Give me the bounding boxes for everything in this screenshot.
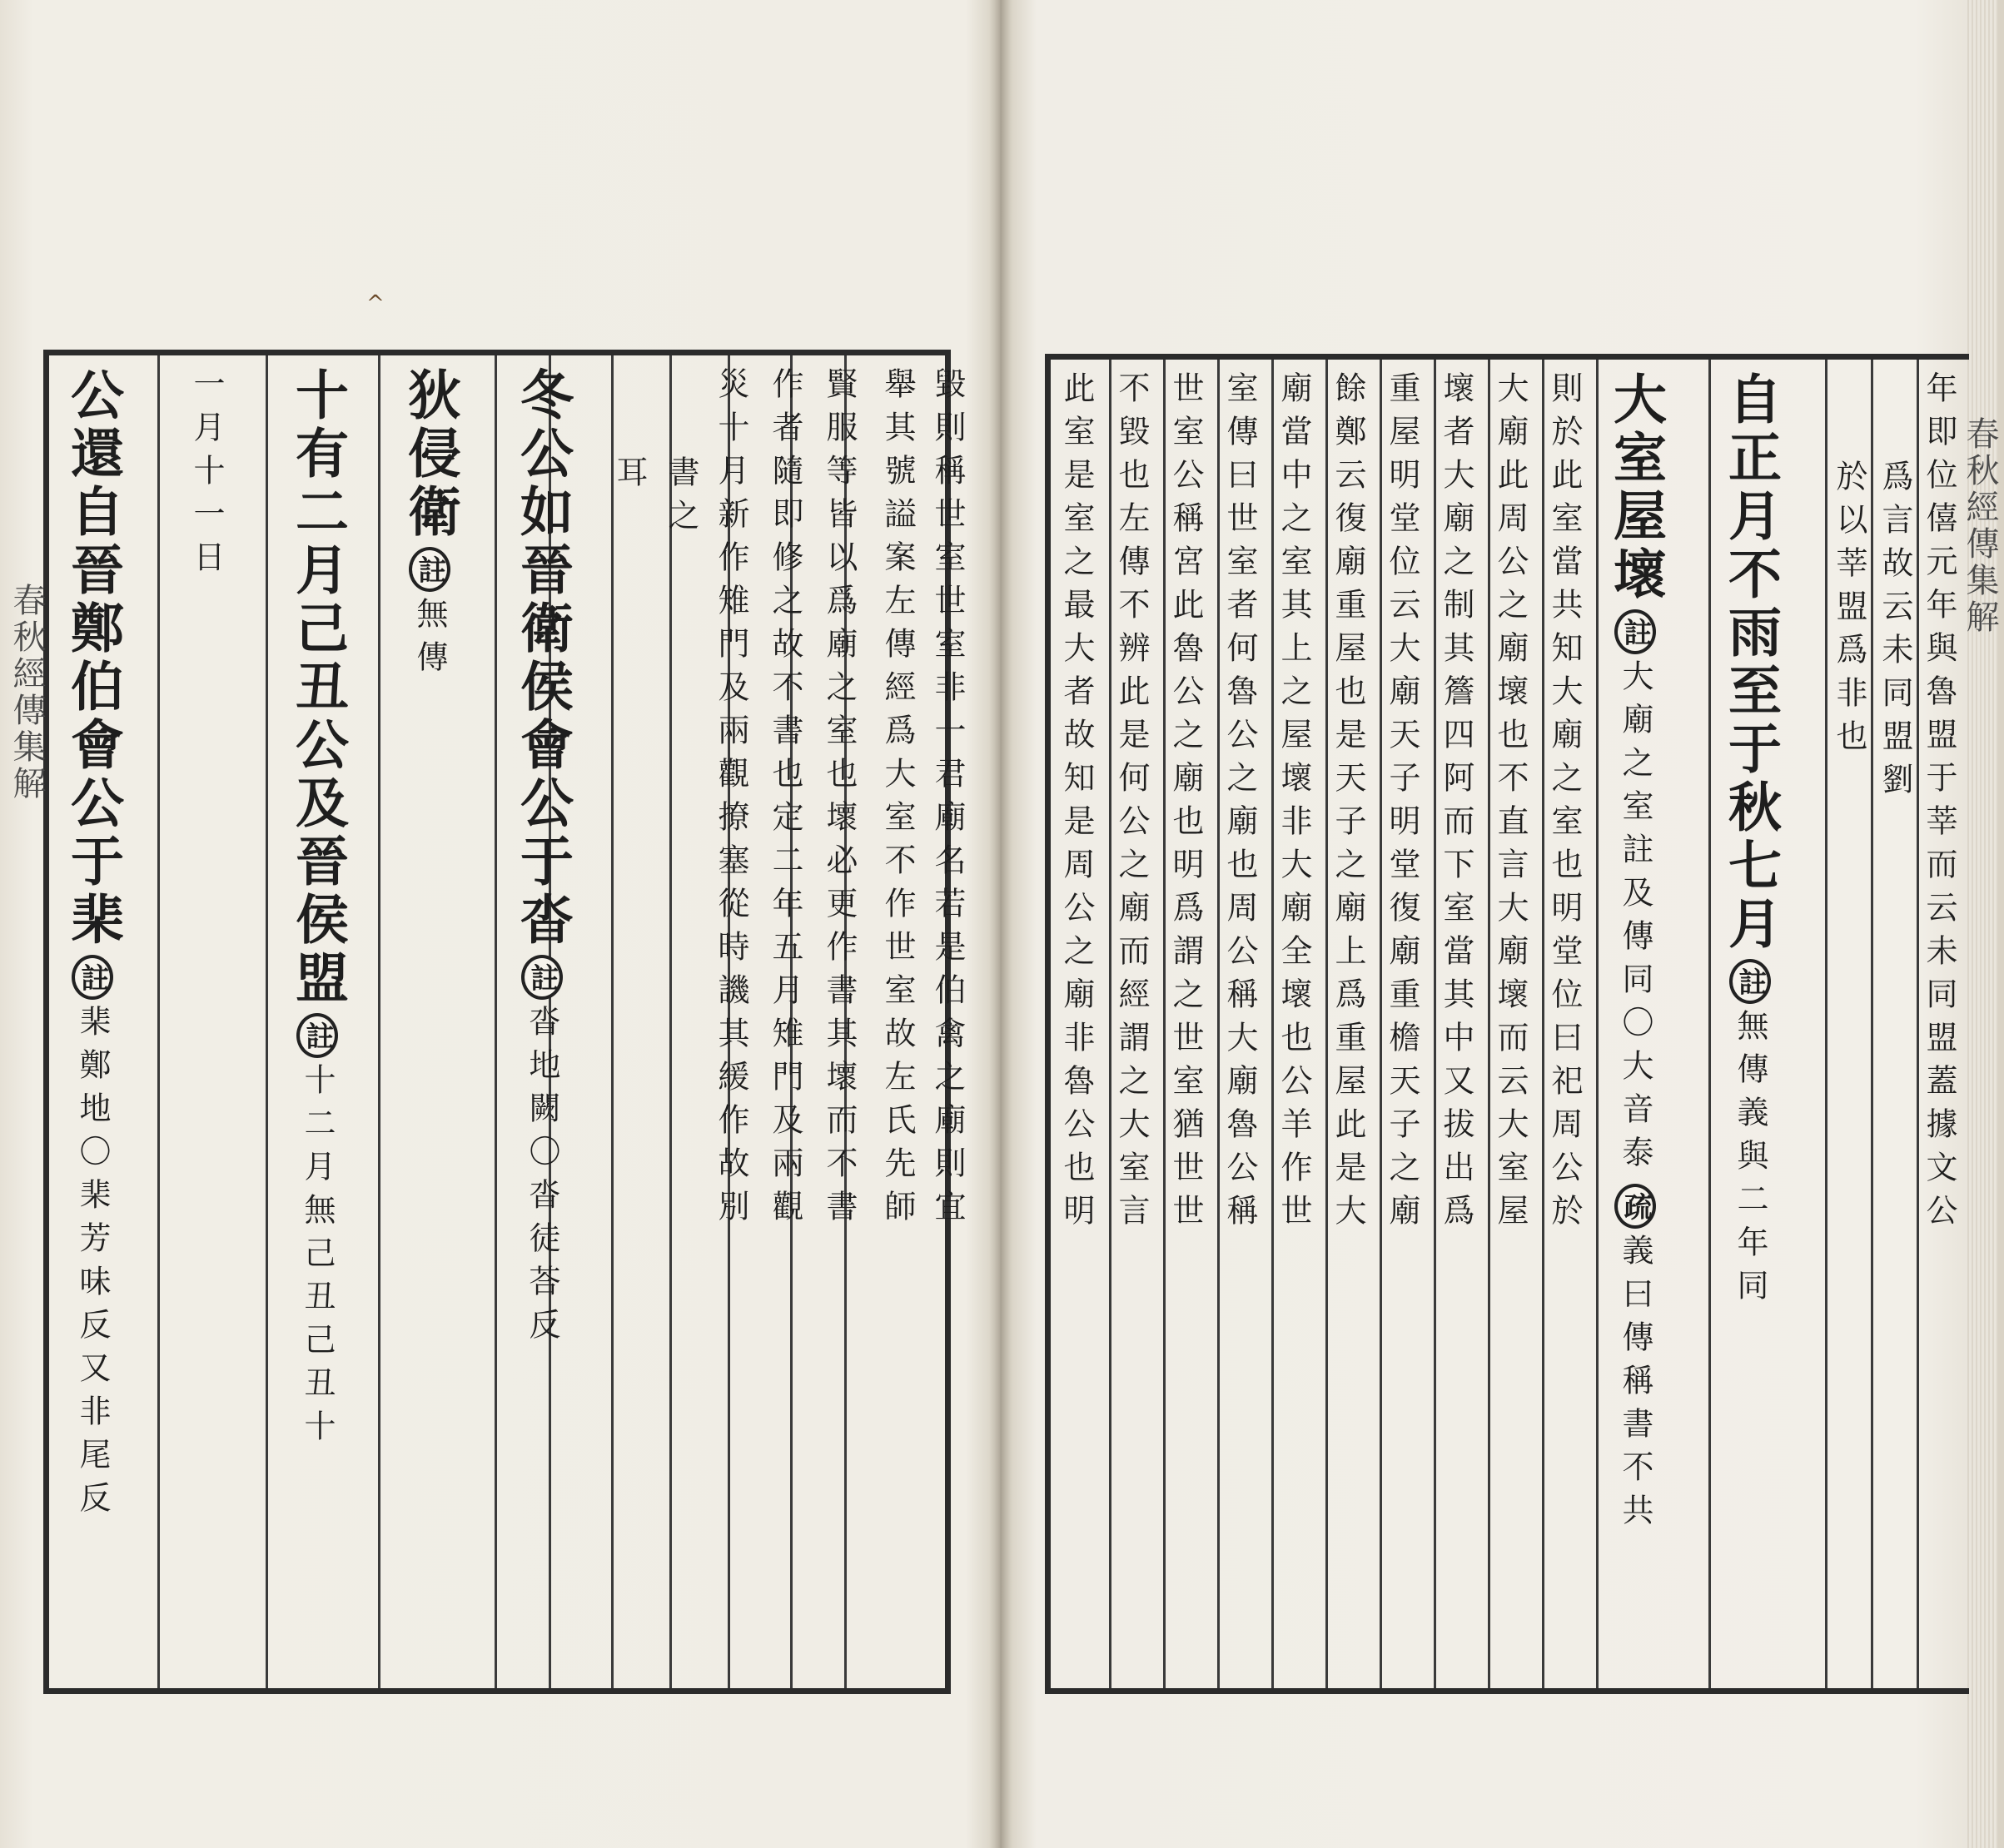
commentary-text: 則於此室當共知大廟之室也明堂位曰祀周公於 — [1546, 371, 1583, 1237]
left-col-11 — [879, 367, 916, 1674]
main-text: 大室屋壞 — [1604, 371, 1667, 604]
main-text: 十有二月己丑公及晉侯盟 — [286, 367, 349, 1008]
left-col-8 — [715, 367, 747, 1674]
left-col-12 — [929, 367, 966, 1674]
commentary-text: 年即位僖元年與魯盟于莘而云未同盟蓋據文公 — [1921, 371, 1957, 1237]
main-text: 冬公如晉衛侯會公于沓 — [511, 367, 574, 950]
right-col-15 — [1923, 371, 1955, 1678]
commentary-text: 書之 — [663, 455, 699, 542]
annotation-mark: 註 — [409, 547, 450, 592]
page-edges — [1965, 0, 1998, 1848]
commentary-text: 無傳 — [411, 597, 448, 683]
annotation-mark: 註 — [521, 955, 563, 1000]
commentary-text: 於以莘盟爲非也 — [1831, 460, 1867, 763]
main-text: 公還自晉鄭伯會公于棐 — [62, 367, 124, 950]
commentary-text: 賢服等皆以爲廟之室也壞必更作書其壞而不書 — [821, 367, 858, 1233]
left-col-9 — [769, 367, 801, 1674]
left-col-7 — [665, 455, 697, 1762]
annotation-mark: 註 — [1614, 609, 1656, 654]
annotation-mark: 註 — [1729, 959, 1771, 1004]
main-text: 狄侵衛 — [399, 367, 461, 542]
commentary-text: 十二月無己丑己丑十 — [299, 1063, 336, 1453]
annotation-mark: 疏 — [1614, 1184, 1656, 1229]
left-col-10 — [821, 367, 858, 1674]
commentary-text: 餘鄭云復廟重屋也是天子之廟上爲重屋此是大 — [1330, 371, 1366, 1237]
commentary-text: 義曰傳稱書不共 — [1617, 1234, 1653, 1537]
left-col-5 — [511, 367, 574, 1674]
left-page-frame — [43, 350, 966, 1694]
commentary-text: 災十月新作雉門及兩觀撩塞從時譏其緩作故別 — [713, 367, 749, 1233]
commentary-text: 耳 — [611, 455, 648, 499]
right-col-6 — [1332, 371, 1364, 1678]
right-col-1 — [1058, 371, 1095, 1678]
gutter — [989, 0, 1012, 1848]
right-col-11 — [1604, 371, 1667, 1678]
commentary-text: 沓地闕〇沓徒荅反 — [524, 1005, 560, 1351]
commentary-text: 作者隨即修之故不書也定二年五月雉門及兩觀 — [767, 367, 803, 1233]
right-col-12 — [1719, 371, 1782, 1678]
commentary-text: 爲言故云未同盟劉 — [1877, 460, 1913, 806]
right-col-4 — [1221, 371, 1258, 1678]
commentary-text: 世室公稱宮此魯公之廟也明爲謂之世室猶世世 — [1167, 371, 1204, 1237]
main-text: 自正月不雨至于秋七月 — [1719, 371, 1782, 954]
commentary-text: 此室是室之最大者故知是周公之廟非魯公也明 — [1058, 371, 1095, 1237]
left-col-1 — [62, 367, 124, 1674]
commentary-text: 壞者大廟之制其簷四阿而下室當其中又拔出爲 — [1438, 371, 1474, 1237]
commentary-text: 重屋明堂位云大廟天子明堂復廟重檐天子之廟 — [1384, 371, 1420, 1237]
commentary-text: 大廟之室註及傳同〇大音泰 — [1617, 659, 1653, 1179]
commentary-text: 室傳曰世室者何魯公之廟也周公稱大廟魯公稱 — [1221, 371, 1258, 1237]
right-page-frame — [1045, 354, 1969, 1694]
left-col-4 — [399, 367, 461, 1674]
annotation-mark: 註 — [296, 1013, 338, 1058]
commentary-text: 大廟此周公之廟壞也不直言大廟壞而云大室屋 — [1492, 371, 1529, 1237]
commentary-text: 無傳義與二年同 — [1732, 1009, 1768, 1312]
right-col-5 — [1275, 371, 1312, 1678]
right-col-7 — [1386, 371, 1418, 1678]
annotation-mark: 註 — [72, 955, 113, 1000]
right-col-2 — [1113, 371, 1150, 1678]
right-col-8 — [1440, 371, 1472, 1678]
left-col-2 — [188, 367, 225, 1674]
commentary-text: 毀則稱世室世室非一君廟名若是伯禽之廟則宜 — [929, 367, 966, 1233]
fold-mark: ^ — [366, 291, 385, 316]
commentary-text: 一月十一日 — [188, 367, 225, 584]
left-col-6 — [611, 455, 648, 1762]
left-margin-title: 春秋經傳集解 — [7, 583, 46, 802]
commentary-text: 棐鄭地〇棐芳味反又非尾反 — [74, 1005, 111, 1524]
right-col-3 — [1167, 371, 1204, 1678]
right-col-13 — [1833, 460, 1865, 1766]
commentary-text: 舉其號謚案左傳經爲大室不作世室故左氏先師 — [879, 367, 916, 1233]
right-col-10 — [1546, 371, 1583, 1678]
commentary-text: 廟當中之室其上之屋壞非大廟全壞也公羊作世 — [1275, 371, 1312, 1237]
right-col-9 — [1492, 371, 1529, 1678]
left-col-3 — [286, 367, 349, 1674]
right-margin-title: 春秋經傳集解 — [1961, 416, 1999, 636]
commentary-text: 不毀也左傳不辨此是何公之廟而經謂之大室言 — [1113, 371, 1150, 1237]
right-col-14 — [1879, 460, 1911, 1766]
